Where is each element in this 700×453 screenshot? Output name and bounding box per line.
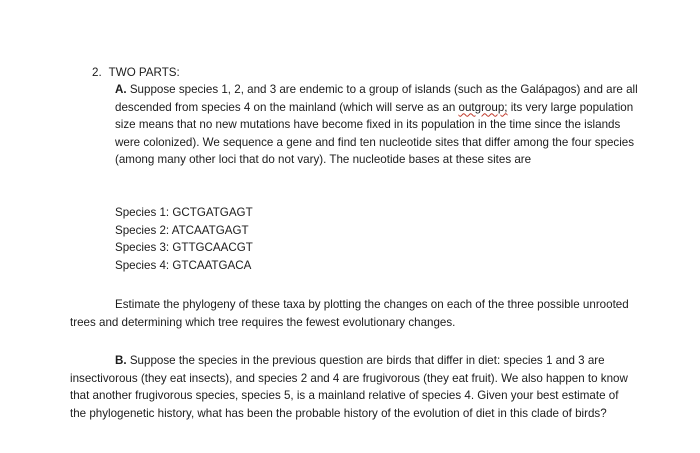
question-number: 2. xyxy=(92,66,102,79)
part-b-text: Suppose the species in the previous question are birds that differ in diet: species 1 and 3 are insectivorous (they eat insects), and species 2 and 4 are frugivorous (they eat fruit). We also happen to know that another frugivorous species, species 5, is a mainland relative of species 4. Given your best estimate of the phylogenetic history, what has been the probable history of the evolution of diet in this clade of birds? xyxy=(70,354,628,420)
part-a-label: A. xyxy=(115,83,127,96)
species-sequence-1: Species 1: GCTGATGAGT xyxy=(115,206,253,219)
spellcheck-flagged-word[interactable]: outgroup; xyxy=(458,100,508,114)
species-sequence-list xyxy=(115,204,253,274)
part-b-label: B. xyxy=(115,354,127,367)
question-heading xyxy=(92,64,180,82)
question-title: TWO PARTS: xyxy=(108,66,180,79)
part-a-text-after: its very large population size means that no new mutations have become fixed in its population in the time since the islands were colonized). We sequence a gene and find ten nucleotide sites that differ among the four species (among many other loci that do not vary). The nucleotide bases at these sites are xyxy=(115,100,635,167)
part-b-paragraph xyxy=(70,352,635,422)
part-a-text-before: Suppose species 1, 2, and 3 are endemic to a group of islands (such as the Galápagos) and are all descended from species 4 on the mainland (which will serve as an xyxy=(115,83,638,114)
species-sequence-2: Species 2: ATCAATGAGT xyxy=(115,223,249,237)
part-a-paragraph xyxy=(115,81,645,169)
species-sequence-3: Species 3: GTTGCAACGT xyxy=(115,241,253,255)
species-sequence-4: Species 4: GTCAATGACA xyxy=(115,258,252,272)
estimate-paragraph: Estimate the phylogeny of these taxa by plotting the changes on each of the three possible unrooted trees and determining which tree requires the fewest evolutionary changes. xyxy=(70,298,629,329)
